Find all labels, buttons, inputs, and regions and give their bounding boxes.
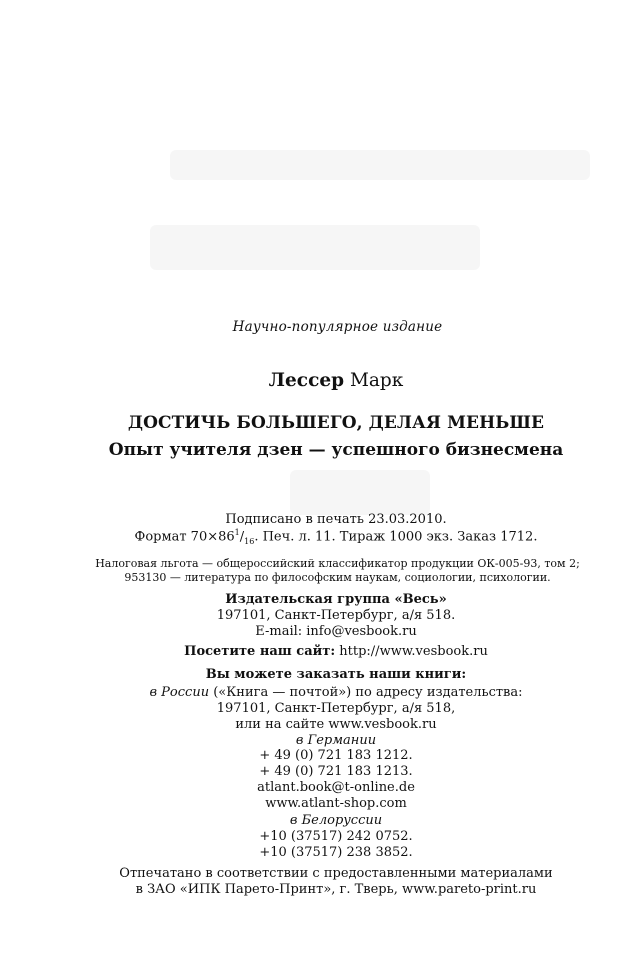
format-prefix: Формат 70×86 bbox=[134, 529, 235, 545]
bleed-through-mark bbox=[290, 470, 430, 515]
tax-line-1: Налоговая льгота — общероссийский классификатор продукции ОК-005-93, том 2; bbox=[95, 557, 580, 570]
order-belarus-label: в Белоруссии bbox=[289, 813, 383, 828]
order-russia-text: («Книга — почтой») по адресу издательства: bbox=[213, 685, 523, 700]
author-surname: Лессер bbox=[268, 370, 345, 391]
bleed-through-mark bbox=[150, 225, 480, 270]
order-germany-label: в Германии bbox=[295, 733, 377, 748]
bleed-through-mark bbox=[170, 150, 590, 180]
tax-line-2: 953130 — литература по философским наукам, социологии, психологии. bbox=[124, 571, 551, 584]
printed-line-2: в ЗАО «ИПК Парето-Принт», г. Тверь, www.pareto-print.ru bbox=[135, 882, 537, 897]
author-name bbox=[0, 370, 620, 391]
publisher-address: 197101, Санкт-Петербург, а/я 518. bbox=[216, 608, 456, 623]
book-subtitle: Опыт учителя дзен — успешного бизнесмена bbox=[108, 440, 564, 460]
signed-date: Подписано в печать 23.03.2010. bbox=[225, 512, 447, 527]
order-heading: Вы можете заказать наши книги: bbox=[205, 667, 467, 682]
website-label: Посетите наш сайт: bbox=[184, 644, 336, 659]
book-title: ДОСТИЧЬ БОЛЬШЕГО, ДЕЛАЯ МЕНЬШЕ bbox=[127, 413, 545, 433]
germany-phone-2: + 49 (0) 721 183 1213. bbox=[259, 764, 413, 779]
format-line: Формат $70\times 86^1/_{16}$. Печ. л. 11. Тираж 1000 экз. Заказ 1712. bbox=[134, 528, 538, 546]
format-fraction-numerator: 1 bbox=[234, 528, 240, 537]
author-firstname: Марк bbox=[349, 370, 404, 391]
printed-line-1: Отпечатано в соответствии с предоставленными материалами bbox=[119, 866, 553, 881]
belarus-phone-1: +10 (37517) 242 0752. bbox=[259, 829, 413, 844]
format-fraction-denominator: 16 bbox=[244, 536, 255, 546]
publisher-name: Издательская группа «Весь» bbox=[225, 592, 447, 607]
website-line bbox=[0, 644, 620, 659]
format-rest: . Печ. л. 11. Тираж 1000 экз. Заказ 1712. bbox=[254, 529, 538, 545]
germany-phone-1: + 49 (0) 721 183 1212. bbox=[259, 748, 413, 763]
publisher-email: E-mail: info@vesbook.ru bbox=[255, 624, 417, 639]
genre-label: Научно-популярное издание bbox=[232, 319, 443, 335]
website-url: http://www.vesbook.ru bbox=[339, 644, 488, 659]
order-russia-address: 197101, Санкт-Петербург, а/я 518, bbox=[216, 701, 456, 716]
germany-site: www.atlant-shop.com bbox=[265, 796, 407, 811]
belarus-phone-2: +10 (37517) 238 3852. bbox=[259, 845, 413, 860]
order-russia-site: или на сайте www.vesbook.ru bbox=[235, 717, 437, 732]
order-russia bbox=[0, 685, 620, 700]
order-russia-label: в России bbox=[149, 685, 210, 700]
germany-email: atlant.book@t-online.de bbox=[257, 780, 415, 795]
